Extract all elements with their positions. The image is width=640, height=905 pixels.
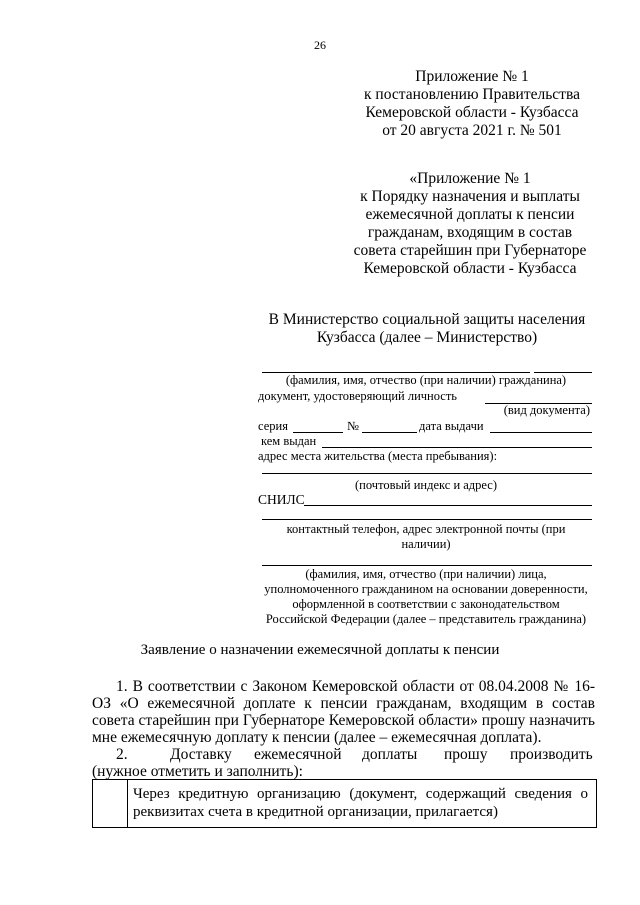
appendix-header-procedure bbox=[336, 170, 604, 278]
contacts-field[interactable] bbox=[262, 519, 592, 520]
addressee-block bbox=[262, 311, 592, 347]
paragraph-2-word: ежемесячной bbox=[254, 746, 342, 763]
representative-caption bbox=[258, 567, 594, 627]
addressee-line: В Министерство социальной защиты населения bbox=[268, 311, 586, 328]
paragraph-2-word: производить bbox=[510, 746, 593, 763]
contacts-caption-line: контактный телефон, адрес электронной почты (при bbox=[286, 522, 566, 536]
addressee-line: Кузбасса (далее – Министерство) bbox=[316, 329, 538, 346]
appendix-line: Кемеровской области - Кузбасса bbox=[363, 260, 577, 277]
appendix-line: Приложение № 1 bbox=[415, 68, 529, 85]
representative-caption-line: Российской Федерации (далее – представитель гражданина) bbox=[265, 612, 587, 626]
representative-caption-line: (фамилия, имя, отчество (при наличии) лица, bbox=[305, 567, 547, 581]
appendix-line: совета старейшин при Губернаторе bbox=[353, 242, 587, 259]
issue-date-field[interactable] bbox=[490, 432, 592, 433]
series-label: серия bbox=[258, 419, 288, 433]
appendix-line: Кемеровской области - Кузбасса bbox=[365, 104, 579, 121]
number-field[interactable] bbox=[362, 432, 417, 433]
paragraph-2-word: прошу bbox=[444, 746, 488, 763]
document-type-caption: (вид документа) bbox=[503, 403, 590, 417]
snils-label: СНИЛС bbox=[258, 492, 305, 507]
appendix-header-government bbox=[352, 68, 592, 140]
paragraph-2-line2: (нужное отметить и заполнить): bbox=[92, 763, 303, 780]
snils-field[interactable] bbox=[304, 505, 592, 506]
citizen-name-caption: (фамилия, имя, отчество (при наличии) гражданина) bbox=[285, 373, 567, 387]
appendix-line: к постановлению Правительства bbox=[364, 86, 580, 103]
appendix-line: ежемесячной доплаты к пенсии bbox=[365, 206, 575, 223]
delivery-option-credit-org bbox=[92, 779, 597, 828]
appendix-line: к Порядку назначения и выплаты bbox=[360, 188, 580, 205]
appendix-line: гражданам, входящим в состав bbox=[367, 224, 573, 241]
paragraph-1: 1. В соответствии с Законом Кемеровской области от 08.04.2008 № 16-ОЗ «О ежемесячной доплате к пенсии гражданам, входящим в состав совета старейшин при Губернаторе Кемеровской области» прошу назначить мне ежемесячную доплату к пенсии (далее – ежемесячная доплата). bbox=[92, 678, 595, 746]
representative-name-field[interactable] bbox=[262, 565, 592, 566]
series-field[interactable] bbox=[293, 432, 343, 433]
appendix-line: «Приложение № 1 bbox=[409, 170, 531, 187]
contacts-caption bbox=[258, 522, 594, 552]
contacts-caption-line: наличии) bbox=[401, 537, 451, 551]
address-label: адрес места жительства (места пребывания): bbox=[258, 449, 498, 463]
representative-caption-line: уполномоченного гражданином на основании доверенности, bbox=[264, 582, 588, 596]
application-title: Заявление о назначении ежемесячной доплаты к пенсии bbox=[140, 642, 500, 658]
issued-by-field[interactable] bbox=[322, 447, 592, 448]
issue-date-label: дата выдачи bbox=[419, 419, 484, 433]
issued-by-label: кем выдан bbox=[261, 434, 317, 448]
page-number: 26 bbox=[314, 38, 326, 52]
appendix-line: от 20 августа 2021 г. № 501 bbox=[382, 122, 562, 139]
id-document-label: документ, удостоверяющий личность bbox=[258, 389, 458, 403]
number-label: № bbox=[347, 419, 359, 433]
delivery-option-checkbox[interactable] bbox=[93, 780, 128, 827]
representative-caption-line: оформленной в соответствии с законодательством bbox=[292, 597, 560, 611]
paragraph-2-word: доплаты bbox=[362, 746, 418, 763]
paragraph-2-word: Доставку bbox=[170, 746, 232, 763]
paragraph-2-word: 2. bbox=[116, 746, 128, 763]
delivery-option-label: Через кредитную организацию (документ, содержащий сведения о реквизитах счета в кредитной организации, прилагается) bbox=[133, 786, 588, 820]
address-caption: (почтовый индекс и адрес) bbox=[355, 478, 497, 492]
address-field[interactable] bbox=[262, 473, 592, 474]
